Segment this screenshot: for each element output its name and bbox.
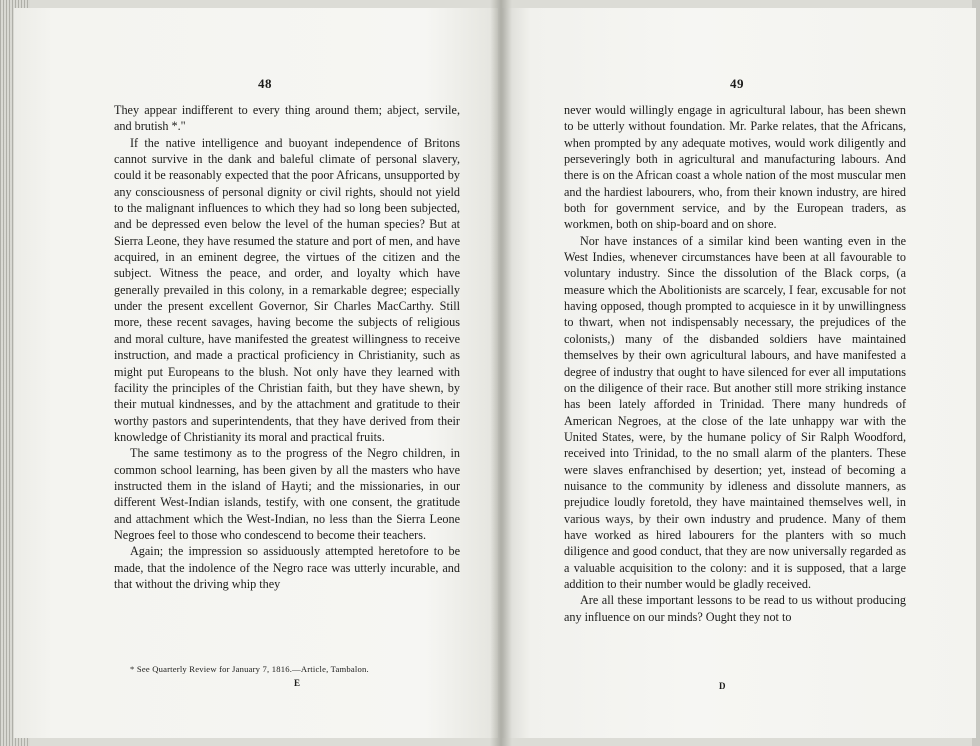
left-paragraph-1: They appear indifferent to every thing around them; abject, servile, and brutish *." (114, 103, 460, 134)
right-page-body (564, 102, 906, 625)
right-page (502, 8, 976, 738)
book-gutter (490, 0, 512, 746)
footnote: * See Quarterly Review for January 7, 1816.—Article, Tambalon. (130, 664, 369, 674)
right-paragraph-1: never would willingly engage in agricultural labour, has been shewn to be utterly without foundation. Mr. Parke relates, that the Africans, when prompted by any adequate motives, would work diligently and perseveringly both in agricultural and manufacturing labours. And there is on the African coast a whole nation of the most muscular men and the hardiest labourers, who, from their known industry, are hired both for government service, and by the European traders, as workmen, both on ship-board and on shore. (564, 103, 906, 232)
page-number-right: 49 (730, 76, 744, 91)
signature-mark-right: D (719, 681, 726, 691)
left-paragraph-2: If the native intelligence and buoyant independence of Britons cannot survive in the dank and baleful climate of personal slavery, could it be reasonably expected that the poor Africans, unsupported by any consciousness of personal dignity or civil rights, should not yield to the malignant influences to which they had so long been subjected, and be depressed even below the level of the human species? But at Sierra Leone, they have resumed the stature and port of men, and have acquired, in an eminent degree, the virtues of the citizen and the subject. Witness the peace, and order, and loyalty which have generally prevailed in this colony, in a remarkable degree; especially under the present excellent Governor, Sir Charles MacCarthy. Still more, these recent savages, having become the subjects of religious and moral culture, have manifested the greatest willingness to receive instruction, and made a practical proficiency in Christianity, such as might put Europeans to the blush. Not only have they learned with facility the principles of the Christian faith, but they have shewn, by their mutual kindnesses, and by the attachment and gratitude to their worthy pastors and superintendents, that they have derived from their knowledge of Christianity its moral and practical fruits. (114, 135, 460, 444)
left-page-body (114, 102, 460, 592)
right-paragraph-2: Nor have instances of a similar kind been wanting even in the West Indies, whenever circumstances have been at all favourable to voluntary industry. Since the dissolution of the Black corps, (a measure which the Abolitionists are scarcely, I fear, excusable for not having opposed, though prompted to acquiesce in it by unwillingness to thwart, when not indispensably necessary, the prejudices of the colonists,) many of the disbanded soldiers have maintained themselves by their own agricultural labours, and have manifested a degree of industry that ought to have silenced for ever all imputations on the diligence of their race. But another still more striking instance has been lately afforded in Trinidad. There many hundreds of American Negroes, at the close of the late unhappy war with the United States, were, by the humane policy of Sir Ralph Woodford, received into Trinidad, to the no small alarm of the planters. These were slaves enfranchised by desertion; yet, instead of becoming a nuisance to the community by idleness and dissolute manners, as prejudice loudly foretold, they have maintained themselves well, in various ways, by their own industry and prudence. Many of them have worked as hired labourers for the planters with so much diligence and good conduct, that they are now universally regarded as a valuable acquisition to the colony: and it is supposed, that a large addition to their number would be gladly received. (564, 233, 906, 591)
left-page (14, 8, 498, 738)
signature-mark-left: E (294, 678, 301, 688)
left-paragraph-3: The same testimony as to the progress of the Negro children, in common school learning, has been given by all the masters who have instructed them in the island of Hayti; and the missionaries, in our different West-Indian islands, testify, with one consent, the gratitude and attachment which the West-Indian, no less than the Sierra Leone Negroes feel to those who condescend to become their teachers. (114, 446, 460, 542)
right-paragraph-3: Are all these important lessons to be read to us without producing any influence on our minds? Ought they not to (564, 593, 906, 624)
left-paragraph-4: Again; the impression so assiduously attempted heretofore to be made, that the indolence of the Negro race was utterly incurable, and that without the driving whip they (114, 544, 460, 591)
page-number-left: 48 (258, 76, 272, 91)
